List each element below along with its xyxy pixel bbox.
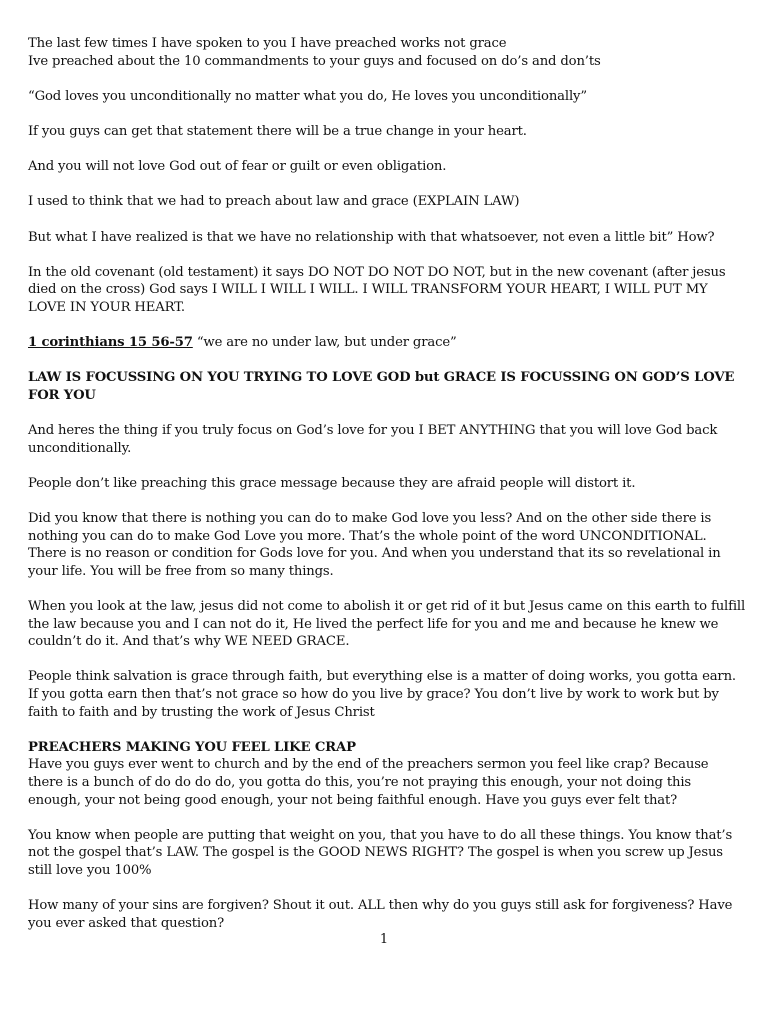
- paragraph-forgiven: How many of your sins are forgiven? Shout it out. ALL then why do you guys still ask for forgiveness? Have you ever asked that question?: [28, 898, 733, 931]
- paragraph-scripture: [28, 334, 746, 352]
- paragraph-realized: But what I have realized is that we have no relationship with that whatsoever, not even a little bit” How?: [28, 229, 715, 245]
- paragraph-unconditional: Did you know that there is nothing you can do to make God love you less? And on the other side there is nothing you can do to make God Love you more. That’s the whole point of the word UNCONDITIONAL. There is no reason or condition for Gods love for you. And when you understand that its so revelational in your life. You will be free from so many things.: [28, 511, 721, 579]
- intro-line-2: Ive preached about the 10 commandments to your guys and focused on do’s and don’ts: [28, 53, 601, 69]
- section-heading: PREACHERS MAKING YOU FEEL LIKE CRAP: [28, 739, 356, 755]
- paragraph-distort: People don’t like preaching this grace message because they are afraid people will distort it.: [28, 475, 636, 491]
- paragraph-bet-anything: And heres the thing if you truly focus on God’s love for you I BET ANYTHING that you will love God back unconditionally.: [28, 423, 718, 456]
- intro-line-1: The last few times I have spoken to you I have preached works not grace: [28, 36, 507, 51]
- paragraph-church: Have you guys ever went to church and by the end of the preachers sermon you feel like crap? Because there is a bunch of do do do do, you gotta do this, you’re not praying this enough, your not doing this enough, your not being good enough, your not being faithful enough. Have you guys ever felt that?: [28, 757, 709, 808]
- paragraph-fulfill-law: When you look at the law, jesus did not come to abolish it or get rid of it but Jesus came on this earth to fulfill the law because you and I can not do it, He lived the perfect life for you and me and because he knew we couldn’t do it. And that’s why WE NEED GRACE.: [28, 599, 746, 650]
- paragraph-fear: And you will not love God out of fear or guilt or even obligation.: [28, 159, 447, 175]
- scripture-reference: 1 corinthians 15 56-57: [28, 335, 193, 351]
- paragraph-law-vs-grace: LAW IS FOCUSSING ON YOU TRYING TO LOVE GOD but GRACE IS FOCUSSING ON GOD’S LOVE FOR YOU: [28, 370, 735, 403]
- paragraph-quote: “God loves you unconditionally no matter what you do, He loves you unconditionally”: [28, 88, 587, 104]
- paragraph-intro: [28, 35, 746, 70]
- paragraph-law-grace: I used to think that we had to preach about law and grace (EXPLAIN LAW): [28, 194, 520, 210]
- page-number: 1: [379, 932, 389, 947]
- paragraph-salvation: People think salvation is grace through faith, but everything else is a matter of doing works, you gotta earn. If you gotta earn then that’s not grace so how do you live by grace? You don’t live by work to work but by faith to faith and by trusting the work of Jesus Christ: [28, 669, 736, 720]
- paragraph-weight: You know when people are putting that weight on you, that you have to do all these things. You know that’s not the gospel that’s LAW. The gospel is the GOOD NEWS RIGHT? The gospel is when you screw up Jesus still love you 100%: [28, 827, 733, 878]
- document-page: [28, 35, 746, 950]
- scripture-quote: “we are no under law, but under grace”: [192, 335, 457, 351]
- paragraph-statement: If you guys can get that statement there will be a true change in your heart.: [28, 123, 527, 139]
- paragraph-covenant: In the old covenant (old testament) it says DO NOT DO NOT DO NOT, but in the new covenant (after jesus died on the cross) God says I WILL I WILL I WILL. I WILL TRANSFORM YOUR HEART, I WILL PUT MY LOVE IN YOUR HEART.: [28, 264, 726, 315]
